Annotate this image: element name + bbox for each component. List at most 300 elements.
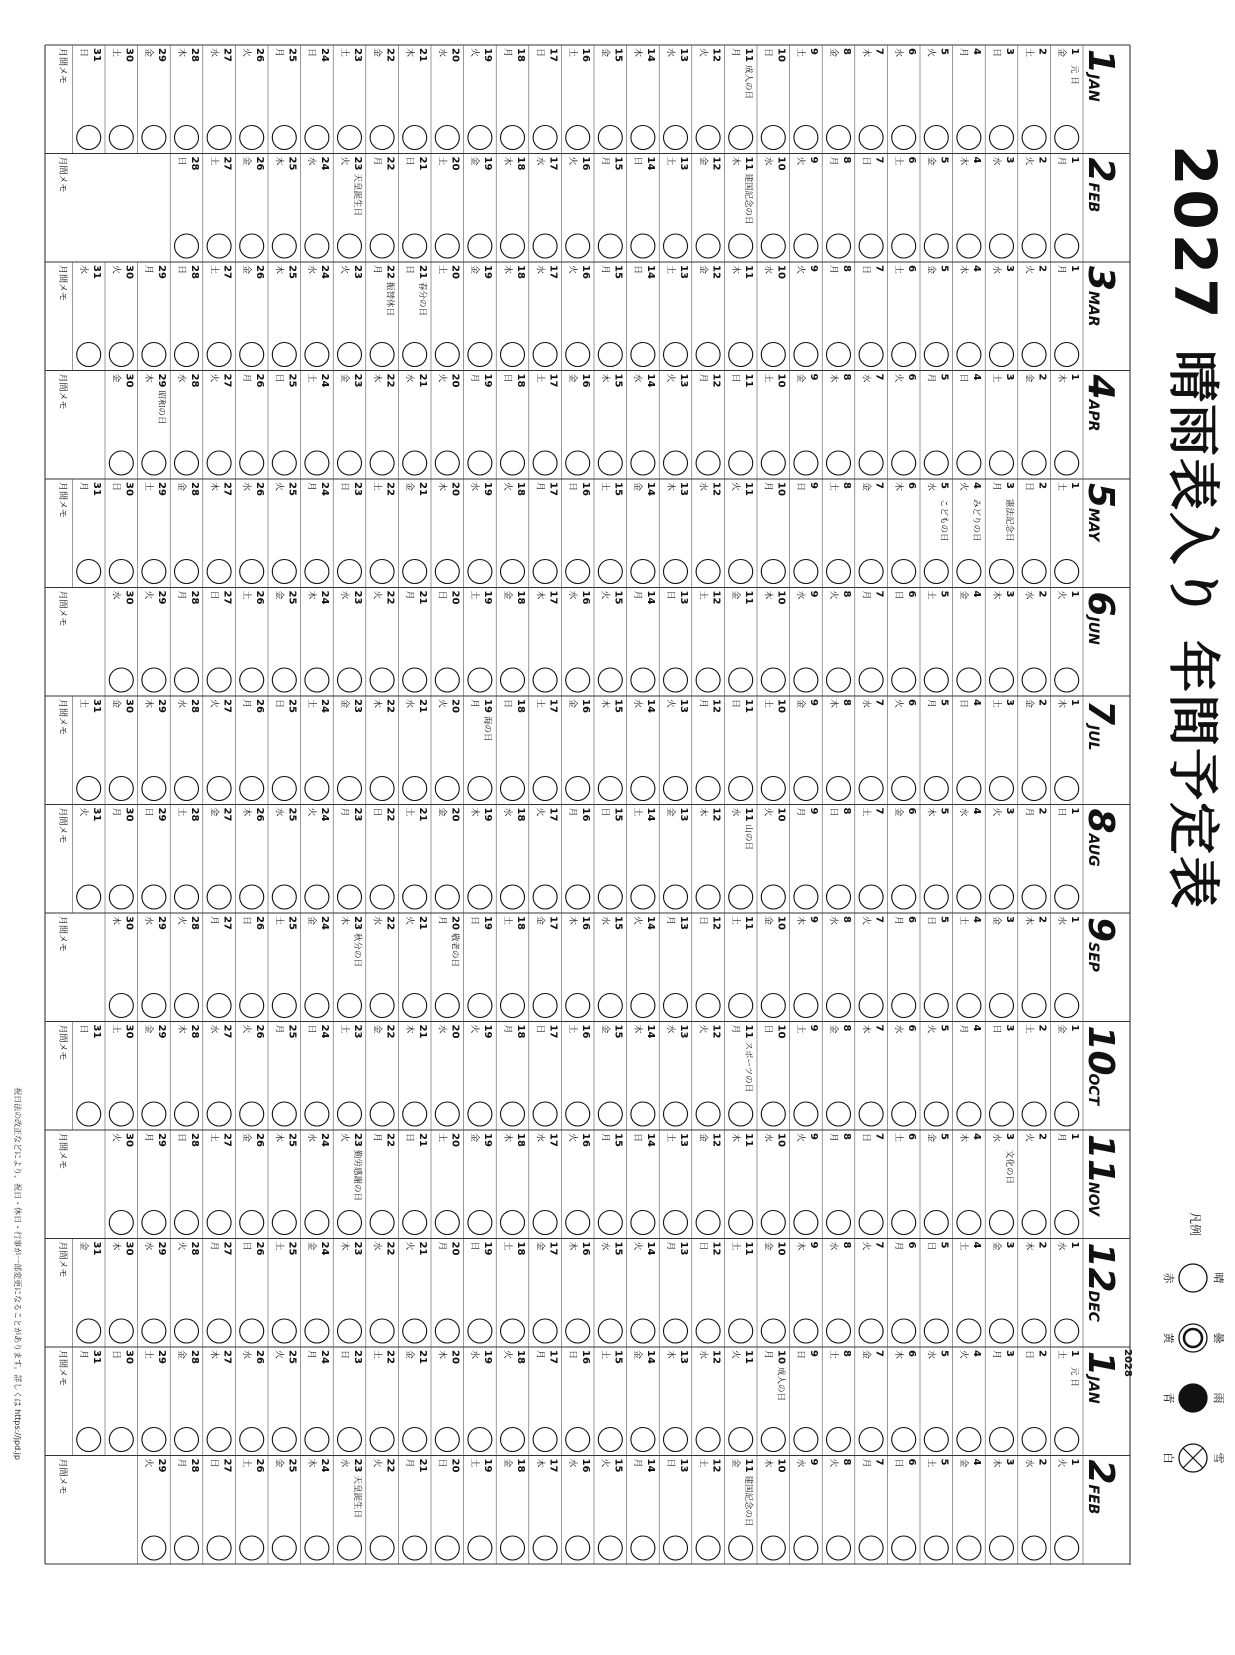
weather-circle-icon[interactable] [272, 343, 296, 367]
weather-circle-icon[interactable] [207, 1319, 231, 1343]
weather-circle-icon[interactable] [305, 234, 329, 258]
weather-circle-icon[interactable] [827, 234, 851, 258]
weather-circle-icon[interactable] [272, 1102, 296, 1126]
weather-circle-icon[interactable] [696, 994, 720, 1018]
weather-circle-icon[interactable] [990, 234, 1014, 258]
weather-circle-icon[interactable] [729, 777, 753, 801]
weather-circle-icon[interactable] [370, 777, 394, 801]
weather-circle-icon[interactable] [468, 1536, 492, 1560]
weather-circle-icon[interactable] [533, 885, 557, 909]
weather-circle-icon[interactable] [435, 126, 459, 150]
weather-circle-icon[interactable] [370, 126, 394, 150]
weather-circle-icon[interactable] [77, 1319, 101, 1343]
weather-circle-icon[interactable] [435, 1102, 459, 1126]
weather-circle-icon[interactable] [403, 994, 427, 1018]
weather-circle-icon[interactable] [729, 126, 753, 150]
weather-circle-icon[interactable] [1055, 1536, 1079, 1560]
weather-circle-icon[interactable] [990, 1102, 1014, 1126]
weather-circle-icon[interactable] [566, 777, 590, 801]
weather-circle-icon[interactable] [892, 1428, 916, 1452]
weather-circle-icon[interactable] [664, 885, 688, 909]
weather-circle-icon[interactable] [403, 126, 427, 150]
weather-circle-icon[interactable] [175, 343, 199, 367]
weather-circle-icon[interactable] [794, 1536, 818, 1560]
weather-circle-icon[interactable] [664, 1428, 688, 1452]
weather-circle-icon[interactable] [142, 1102, 166, 1126]
weather-circle-icon[interactable] [631, 1211, 655, 1235]
weather-circle-icon[interactable] [1022, 560, 1046, 584]
weather-circle-icon[interactable] [305, 451, 329, 475]
weather-circle-icon[interactable] [1055, 777, 1079, 801]
weather-circle-icon[interactable] [696, 777, 720, 801]
weather-circle-icon[interactable] [240, 451, 264, 475]
weather-circle-icon[interactable] [109, 994, 133, 1018]
weather-circle-icon[interactable] [501, 777, 525, 801]
weather-circle-icon[interactable] [272, 560, 296, 584]
weather-circle-icon[interactable] [305, 1428, 329, 1452]
weather-circle-icon[interactable] [468, 1428, 492, 1452]
weather-circle-icon[interactable] [338, 777, 362, 801]
weather-circle-icon[interactable] [892, 1319, 916, 1343]
weather-circle-icon[interactable] [175, 994, 199, 1018]
weather-circle-icon[interactable] [859, 1536, 883, 1560]
weather-circle-icon[interactable] [892, 1102, 916, 1126]
weather-circle-icon[interactable] [240, 343, 264, 367]
weather-circle-icon[interactable] [827, 1319, 851, 1343]
weather-circle-icon[interactable] [175, 560, 199, 584]
weather-circle-icon[interactable] [501, 560, 525, 584]
weather-circle-icon[interactable] [598, 1428, 622, 1452]
weather-circle-icon[interactable] [631, 560, 655, 584]
weather-circle-icon[interactable] [533, 1428, 557, 1452]
weather-circle-icon[interactable] [729, 1102, 753, 1126]
weather-circle-icon[interactable] [109, 451, 133, 475]
weather-circle-icon[interactable] [859, 343, 883, 367]
weather-circle-icon[interactable] [990, 343, 1014, 367]
weather-circle-icon[interactable] [696, 1102, 720, 1126]
weather-circle-icon[interactable] [240, 668, 264, 692]
weather-circle-icon[interactable] [1055, 1102, 1079, 1126]
weather-circle-icon[interactable] [990, 126, 1014, 150]
weather-circle-icon[interactable] [175, 1428, 199, 1452]
weather-circle-icon[interactable] [924, 126, 948, 150]
weather-circle-icon[interactable] [468, 994, 492, 1018]
weather-circle-icon[interactable] [631, 126, 655, 150]
weather-circle-icon[interactable] [631, 668, 655, 692]
weather-circle-icon[interactable] [729, 1428, 753, 1452]
weather-circle-icon[interactable] [240, 1211, 264, 1235]
weather-circle-icon[interactable] [501, 1536, 525, 1560]
weather-circle-icon[interactable] [729, 668, 753, 692]
weather-circle-icon[interactable] [468, 1319, 492, 1343]
weather-circle-icon[interactable] [403, 885, 427, 909]
weather-circle-icon[interactable] [338, 126, 362, 150]
weather-circle-icon[interactable] [729, 234, 753, 258]
weather-circle-icon[interactable] [1055, 1428, 1079, 1452]
weather-circle-icon[interactable] [533, 1102, 557, 1126]
weather-circle-icon[interactable] [794, 777, 818, 801]
weather-circle-icon[interactable] [696, 560, 720, 584]
weather-circle-icon[interactable] [761, 668, 785, 692]
weather-circle-icon[interactable] [957, 560, 981, 584]
weather-circle-icon[interactable] [142, 126, 166, 150]
weather-circle-icon[interactable] [794, 1102, 818, 1126]
weather-circle-icon[interactable] [924, 1319, 948, 1343]
weather-circle-icon[interactable] [990, 777, 1014, 801]
weather-circle-icon[interactable] [631, 1536, 655, 1560]
weather-circle-icon[interactable] [761, 1428, 785, 1452]
weather-circle-icon[interactable] [598, 885, 622, 909]
weather-circle-icon[interactable] [566, 1428, 590, 1452]
weather-circle-icon[interactable] [240, 994, 264, 1018]
weather-circle-icon[interactable] [533, 126, 557, 150]
weather-circle-icon[interactable] [924, 994, 948, 1018]
weather-circle-icon[interactable] [827, 885, 851, 909]
weather-circle-icon[interactable] [827, 126, 851, 150]
weather-circle-icon[interactable] [794, 234, 818, 258]
weather-circle-icon[interactable] [892, 234, 916, 258]
weather-circle-icon[interactable] [272, 994, 296, 1018]
weather-circle-icon[interactable] [468, 126, 492, 150]
weather-circle-icon[interactable] [370, 885, 394, 909]
weather-circle-icon[interactable] [109, 343, 133, 367]
weather-circle-icon[interactable] [109, 668, 133, 692]
weather-circle-icon[interactable] [501, 126, 525, 150]
weather-circle-icon[interactable] [1055, 1211, 1079, 1235]
weather-circle-icon[interactable] [664, 1536, 688, 1560]
weather-circle-icon[interactable] [761, 451, 785, 475]
weather-circle-icon[interactable] [566, 451, 590, 475]
weather-circle-icon[interactable] [990, 1536, 1014, 1560]
weather-circle-icon[interactable] [794, 1211, 818, 1235]
weather-circle-icon[interactable] [501, 885, 525, 909]
weather-circle-icon[interactable] [468, 1102, 492, 1126]
weather-circle-icon[interactable] [794, 994, 818, 1018]
weather-circle-icon[interactable] [794, 343, 818, 367]
weather-circle-icon[interactable] [142, 343, 166, 367]
weather-circle-icon[interactable] [272, 234, 296, 258]
weather-circle-icon[interactable] [957, 126, 981, 150]
weather-circle-icon[interactable] [990, 668, 1014, 692]
weather-circle-icon[interactable] [338, 1102, 362, 1126]
weather-circle-icon[interactable] [990, 994, 1014, 1018]
weather-circle-icon[interactable] [957, 885, 981, 909]
weather-circle-icon[interactable] [1022, 1211, 1046, 1235]
weather-circle-icon[interactable] [142, 1428, 166, 1452]
weather-circle-icon[interactable] [1022, 777, 1046, 801]
weather-circle-icon[interactable] [272, 1428, 296, 1452]
weather-circle-icon[interactable] [468, 343, 492, 367]
weather-circle-icon[interactable] [501, 343, 525, 367]
weather-circle-icon[interactable] [794, 451, 818, 475]
weather-circle-icon[interactable] [957, 1428, 981, 1452]
weather-circle-icon[interactable] [1022, 343, 1046, 367]
weather-circle-icon[interactable] [370, 668, 394, 692]
weather-circle-icon[interactable] [142, 1319, 166, 1343]
weather-circle-icon[interactable] [338, 994, 362, 1018]
weather-circle-icon[interactable] [827, 668, 851, 692]
weather-circle-icon[interactable] [207, 234, 231, 258]
weather-circle-icon[interactable] [957, 234, 981, 258]
weather-circle-icon[interactable] [468, 885, 492, 909]
weather-circle-icon[interactable] [370, 1428, 394, 1452]
weather-circle-icon[interactable] [1022, 885, 1046, 909]
weather-circle-icon[interactable] [696, 451, 720, 475]
weather-circle-icon[interactable] [598, 994, 622, 1018]
weather-circle-icon[interactable] [403, 1536, 427, 1560]
weather-circle-icon[interactable] [175, 1102, 199, 1126]
weather-circle-icon[interactable] [892, 885, 916, 909]
weather-circle-icon[interactable] [468, 234, 492, 258]
weather-circle-icon[interactable] [696, 234, 720, 258]
weather-circle-icon[interactable] [631, 1428, 655, 1452]
weather-circle-icon[interactable] [598, 1319, 622, 1343]
weather-circle-icon[interactable] [533, 777, 557, 801]
weather-circle-icon[interactable] [827, 560, 851, 584]
weather-circle-icon[interactable] [859, 1211, 883, 1235]
weather-circle-icon[interactable] [468, 1211, 492, 1235]
weather-circle-icon[interactable] [631, 234, 655, 258]
weather-circle-icon[interactable] [533, 994, 557, 1018]
weather-circle-icon[interactable] [109, 885, 133, 909]
weather-circle-icon[interactable] [272, 777, 296, 801]
weather-circle-icon[interactable] [859, 126, 883, 150]
weather-circle-icon[interactable] [338, 885, 362, 909]
weather-circle-icon[interactable] [240, 1319, 264, 1343]
weather-circle-icon[interactable] [403, 560, 427, 584]
weather-circle-icon[interactable] [664, 560, 688, 584]
weather-circle-icon[interactable] [598, 1211, 622, 1235]
weather-circle-icon[interactable] [142, 885, 166, 909]
weather-circle-icon[interactable] [664, 1211, 688, 1235]
weather-circle-icon[interactable] [501, 1428, 525, 1452]
weather-circle-icon[interactable] [305, 126, 329, 150]
weather-circle-icon[interactable] [501, 1211, 525, 1235]
weather-circle-icon[interactable] [664, 668, 688, 692]
weather-circle-icon[interactable] [403, 1211, 427, 1235]
weather-circle-icon[interactable] [142, 668, 166, 692]
weather-circle-icon[interactable] [990, 451, 1014, 475]
weather-circle-icon[interactable] [1055, 994, 1079, 1018]
weather-circle-icon[interactable] [1022, 994, 1046, 1018]
weather-circle-icon[interactable] [598, 343, 622, 367]
weather-circle-icon[interactable] [859, 1428, 883, 1452]
weather-circle-icon[interactable] [957, 994, 981, 1018]
weather-circle-icon[interactable] [501, 668, 525, 692]
weather-circle-icon[interactable] [77, 560, 101, 584]
weather-circle-icon[interactable] [729, 1536, 753, 1560]
weather-circle-icon[interactable] [631, 451, 655, 475]
weather-circle-icon[interactable] [370, 234, 394, 258]
weather-circle-icon[interactable] [207, 1536, 231, 1560]
weather-circle-icon[interactable] [598, 234, 622, 258]
weather-circle-icon[interactable] [761, 1102, 785, 1126]
weather-circle-icon[interactable] [664, 994, 688, 1018]
weather-circle-icon[interactable] [403, 1428, 427, 1452]
weather-circle-icon[interactable] [990, 885, 1014, 909]
weather-circle-icon[interactable] [664, 126, 688, 150]
weather-circle-icon[interactable] [631, 1319, 655, 1343]
weather-circle-icon[interactable] [142, 560, 166, 584]
weather-circle-icon[interactable] [109, 1102, 133, 1126]
weather-circle-icon[interactable] [240, 1536, 264, 1560]
weather-circle-icon[interactable] [924, 885, 948, 909]
weather-circle-icon[interactable] [696, 1428, 720, 1452]
weather-circle-icon[interactable] [729, 994, 753, 1018]
weather-circle-icon[interactable] [566, 343, 590, 367]
weather-circle-icon[interactable] [272, 1319, 296, 1343]
weather-circle-icon[interactable] [435, 1211, 459, 1235]
weather-circle-icon[interactable] [892, 1536, 916, 1560]
weather-circle-icon[interactable] [598, 560, 622, 584]
weather-circle-icon[interactable] [924, 451, 948, 475]
weather-circle-icon[interactable] [598, 126, 622, 150]
weather-circle-icon[interactable] [305, 1211, 329, 1235]
weather-circle-icon[interactable] [566, 1102, 590, 1126]
weather-circle-icon[interactable] [435, 668, 459, 692]
weather-circle-icon[interactable] [696, 126, 720, 150]
weather-circle-icon[interactable] [435, 1428, 459, 1452]
weather-circle-icon[interactable] [305, 560, 329, 584]
weather-circle-icon[interactable] [761, 1319, 785, 1343]
weather-circle-icon[interactable] [207, 1102, 231, 1126]
weather-circle-icon[interactable] [468, 560, 492, 584]
weather-circle-icon[interactable] [109, 126, 133, 150]
weather-circle-icon[interactable] [729, 560, 753, 584]
weather-circle-icon[interactable] [533, 343, 557, 367]
weather-circle-icon[interactable] [761, 234, 785, 258]
weather-circle-icon[interactable] [338, 451, 362, 475]
weather-circle-icon[interactable] [664, 234, 688, 258]
weather-circle-icon[interactable] [794, 1319, 818, 1343]
weather-circle-icon[interactable] [533, 560, 557, 584]
weather-circle-icon[interactable] [794, 126, 818, 150]
weather-circle-icon[interactable] [631, 777, 655, 801]
weather-circle-icon[interactable] [664, 343, 688, 367]
weather-circle-icon[interactable] [207, 560, 231, 584]
weather-circle-icon[interactable] [598, 668, 622, 692]
weather-circle-icon[interactable] [892, 451, 916, 475]
weather-circle-icon[interactable] [338, 560, 362, 584]
weather-circle-icon[interactable] [827, 994, 851, 1018]
weather-circle-icon[interactable] [305, 343, 329, 367]
weather-circle-icon[interactable] [435, 777, 459, 801]
weather-circle-icon[interactable] [370, 1211, 394, 1235]
weather-circle-icon[interactable] [827, 1428, 851, 1452]
weather-circle-icon[interactable] [761, 1536, 785, 1560]
weather-circle-icon[interactable] [370, 451, 394, 475]
weather-circle-icon[interactable] [924, 343, 948, 367]
weather-circle-icon[interactable] [207, 885, 231, 909]
weather-circle-icon[interactable] [631, 343, 655, 367]
weather-circle-icon[interactable] [403, 451, 427, 475]
weather-circle-icon[interactable] [664, 1319, 688, 1343]
weather-circle-icon[interactable] [696, 885, 720, 909]
weather-circle-icon[interactable] [338, 1211, 362, 1235]
weather-circle-icon[interactable] [892, 1211, 916, 1235]
weather-circle-icon[interactable] [77, 1428, 101, 1452]
weather-circle-icon[interactable] [859, 885, 883, 909]
weather-circle-icon[interactable] [501, 1319, 525, 1343]
weather-circle-icon[interactable] [272, 885, 296, 909]
weather-circle-icon[interactable] [957, 777, 981, 801]
weather-circle-icon[interactable] [305, 1102, 329, 1126]
weather-circle-icon[interactable] [631, 994, 655, 1018]
weather-circle-icon[interactable] [142, 994, 166, 1018]
weather-circle-icon[interactable] [305, 1319, 329, 1343]
weather-circle-icon[interactable] [240, 885, 264, 909]
weather-circle-icon[interactable] [924, 1102, 948, 1126]
weather-circle-icon[interactable] [435, 343, 459, 367]
weather-circle-icon[interactable] [827, 1211, 851, 1235]
weather-circle-icon[interactable] [338, 1536, 362, 1560]
weather-circle-icon[interactable] [435, 1319, 459, 1343]
weather-circle-icon[interactable] [175, 126, 199, 150]
weather-circle-icon[interactable] [729, 343, 753, 367]
weather-circle-icon[interactable] [435, 885, 459, 909]
weather-circle-icon[interactable] [859, 777, 883, 801]
weather-circle-icon[interactable] [827, 1536, 851, 1560]
weather-circle-icon[interactable] [990, 1211, 1014, 1235]
weather-circle-icon[interactable] [305, 668, 329, 692]
weather-circle-icon[interactable] [761, 777, 785, 801]
weather-circle-icon[interactable] [109, 1211, 133, 1235]
weather-circle-icon[interactable] [1055, 885, 1079, 909]
weather-circle-icon[interactable] [305, 994, 329, 1018]
weather-circle-icon[interactable] [1022, 451, 1046, 475]
weather-circle-icon[interactable] [435, 560, 459, 584]
weather-circle-icon[interactable] [403, 1102, 427, 1126]
weather-circle-icon[interactable] [435, 451, 459, 475]
weather-circle-icon[interactable] [859, 1319, 883, 1343]
weather-circle-icon[interactable] [957, 668, 981, 692]
weather-circle-icon[interactable] [1055, 560, 1079, 584]
weather-circle-icon[interactable] [566, 1211, 590, 1235]
weather-circle-icon[interactable] [142, 1536, 166, 1560]
weather-circle-icon[interactable] [240, 777, 264, 801]
weather-circle-icon[interactable] [761, 1211, 785, 1235]
weather-circle-icon[interactable] [533, 668, 557, 692]
weather-circle-icon[interactable] [109, 1428, 133, 1452]
weather-circle-icon[interactable] [175, 668, 199, 692]
weather-circle-icon[interactable] [272, 668, 296, 692]
weather-circle-icon[interactable] [338, 1428, 362, 1452]
weather-circle-icon[interactable] [403, 1319, 427, 1343]
weather-circle-icon[interactable] [794, 885, 818, 909]
weather-circle-icon[interactable] [631, 1102, 655, 1126]
weather-circle-icon[interactable] [892, 126, 916, 150]
weather-circle-icon[interactable] [207, 451, 231, 475]
weather-circle-icon[interactable] [1055, 343, 1079, 367]
weather-circle-icon[interactable] [370, 1319, 394, 1343]
weather-circle-icon[interactable] [370, 994, 394, 1018]
weather-circle-icon[interactable] [338, 234, 362, 258]
weather-circle-icon[interactable] [142, 451, 166, 475]
weather-circle-icon[interactable] [338, 343, 362, 367]
weather-circle-icon[interactable] [207, 994, 231, 1018]
weather-circle-icon[interactable] [729, 1211, 753, 1235]
weather-circle-icon[interactable] [696, 343, 720, 367]
weather-circle-icon[interactable] [533, 451, 557, 475]
weather-circle-icon[interactable] [859, 451, 883, 475]
weather-circle-icon[interactable] [272, 1211, 296, 1235]
weather-circle-icon[interactable] [827, 343, 851, 367]
weather-circle-icon[interactable] [77, 126, 101, 150]
weather-circle-icon[interactable] [207, 668, 231, 692]
weather-circle-icon[interactable] [761, 994, 785, 1018]
weather-circle-icon[interactable] [338, 668, 362, 692]
weather-circle-icon[interactable] [924, 1536, 948, 1560]
